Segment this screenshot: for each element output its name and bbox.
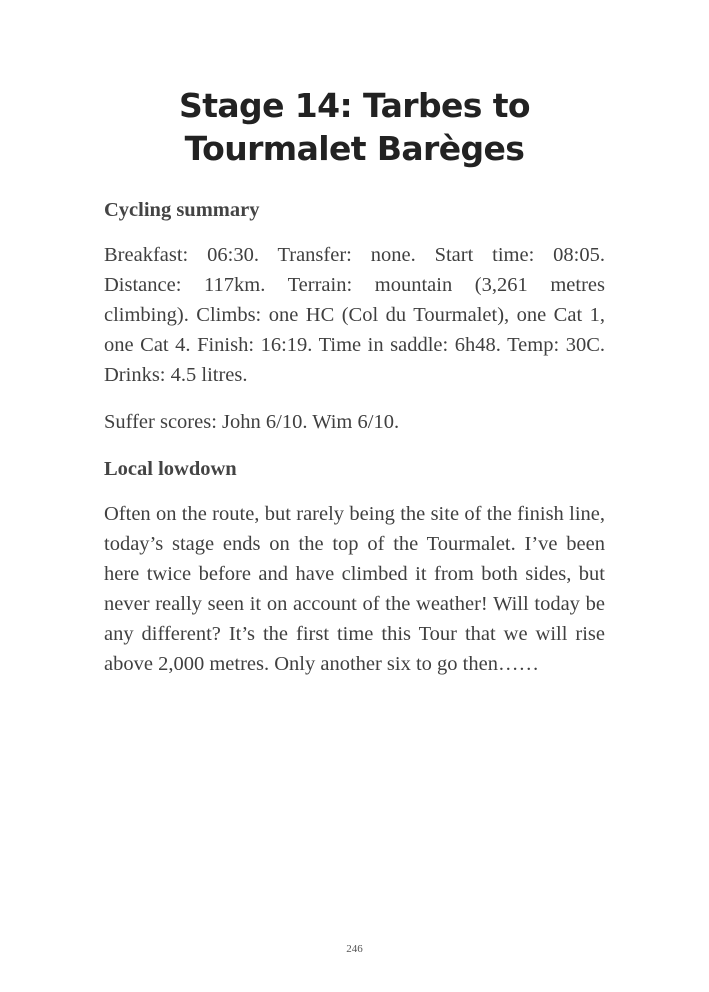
section-heading-cycling-summary: Cycling summary [104, 199, 260, 221]
section-heading-local-lowdown: Local lowdown [104, 458, 237, 480]
suffer-scores-paragraph: Suffer scores: John 6/10. Wim 6/10. [104, 411, 400, 433]
cycling-summary-stats-paragraph: Breakfast: 06:30. Transfer: none. Start time: 08:05. Distance: 117km. Terrain: mountain (3,261 metres climbing). Climbs: one HC (Col du Tourmalet), one Cat 1, one Cat 4. Finish: 16:19. Time in saddle: 6h48. Temp: 30C. Drinks: 4.5 litres. [104, 244, 605, 386]
page-number: 246 [346, 943, 363, 955]
local-lowdown-paragraph: Often on the route, but rarely being the site of the finish line, today’s stage ends on the top of the Tourmalet. I’ve been here twice before and have climbed it from both sides, but never really seen it on account of the weather! Will today be any different? It’s the first time this Tour that we will rise above 2,000 metres. Only another six to go then…… [104, 503, 605, 675]
page-title: Stage 14: Tarbes to Tourmalet Barèges [179, 86, 530, 168]
page-body [104, 195, 605, 696]
